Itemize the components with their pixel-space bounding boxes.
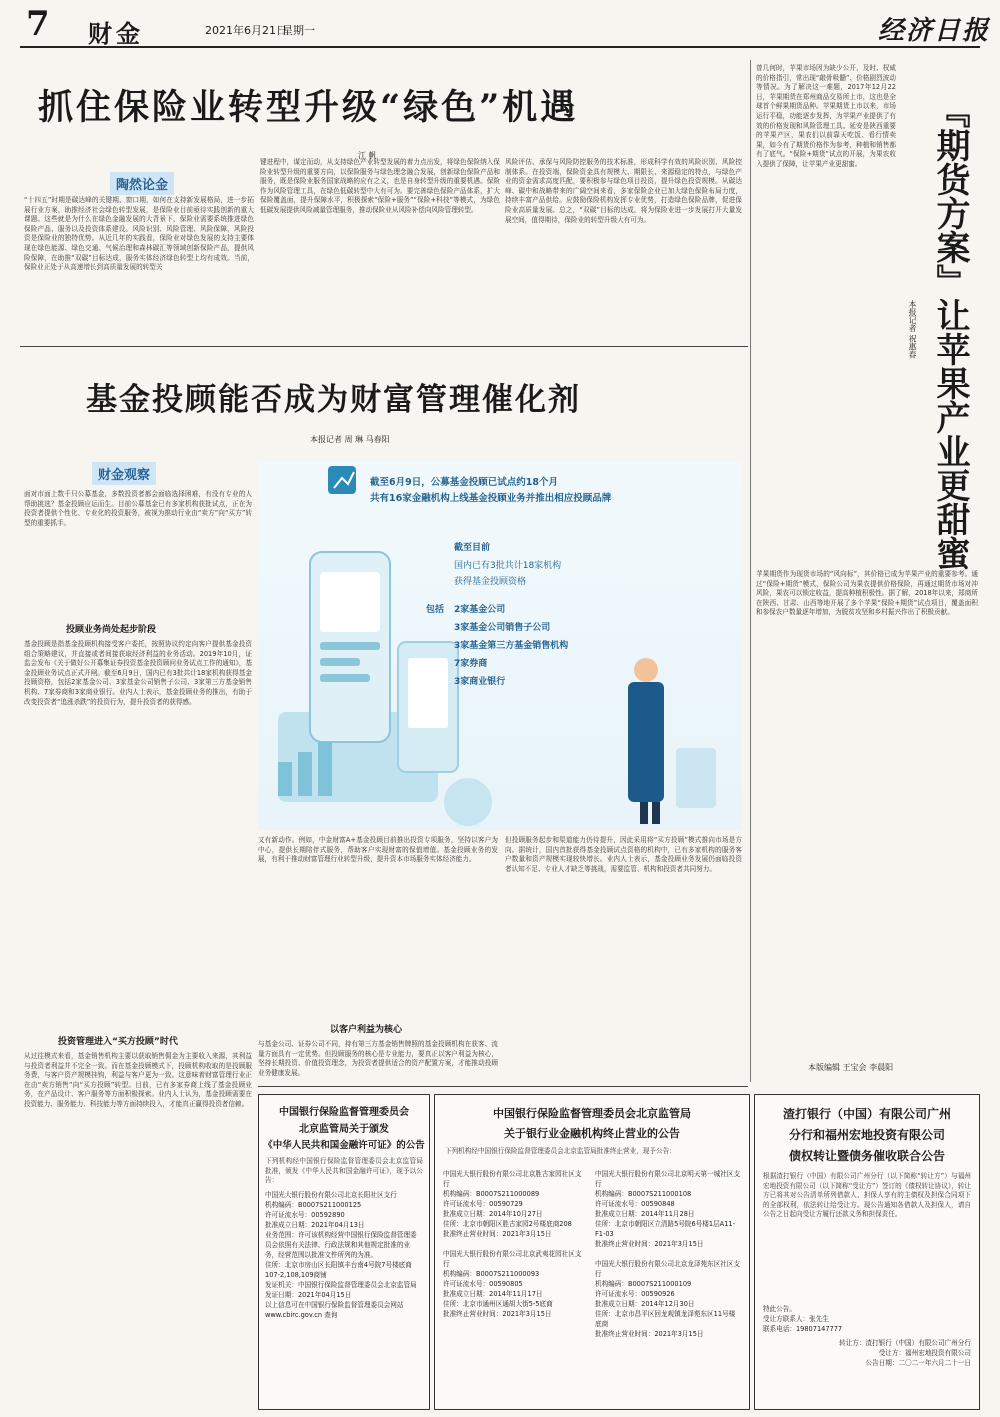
notice-license-row: 以上信息可在中国银行保险监督管理委员会网站 www.cbirc.gov.cn 查询 [265, 1300, 404, 1319]
article2-body2: 从过往模式来看，基金销售机构主要以获取销售佣金为主要收入来源，其利益与投资者利益并不完全一致。而在基金投顾模式下，投顾机构收取的是投顾服务费，与客户资产规模挂钩，利益与客户更为一致。这意味着财富管理行业正在由“卖方销售”向“买方投顾”转型。目前，已有多家券商上线了基金投顾业务，在产品设计、客户服务等方面积极探索。业内人士认为，基金投顾需要在投资能力、服务能力、科技能力等方面持续投入，才能真正赢得投资者信赖。 [24, 1052, 252, 1108]
notice-termination-row: 批准成立日期：2014年11月17日 [443, 1290, 543, 1298]
fund-infographic [258, 462, 742, 830]
notice-license-title3: 《中华人民共和国金融许可证》的公告 [263, 1140, 425, 1151]
notice-termination-row: 批准成立日期：2014年12月30日 [595, 1300, 695, 1308]
notice-debt-closing: 特此公告。 [763, 1305, 796, 1313]
notice-termination-row: 住所：北京市通州区通胡大街5-5底商 [443, 1300, 553, 1308]
infographic-line1: 截至6月9日，公募基金投顾已试点约18个月 [370, 477, 558, 488]
notice-termination-row: 中国光大银行股份有限公司北京明天第一城社区支行 [595, 1170, 741, 1188]
article2-body1: 基金投顾是指基金投顾机构接受客户委托，按照协议约定向客户提供基金投资组合策略建议，并直接或者间接获取经济利益的业务活动。2019年10月，证监会发布《关于做好公开募集证券投资基金投资顾问业务试点工作的通知》，基金投顾业务试点正式开闸。截至6月9日，国内已有3批共计18家机构获得基金投顾资格，包括2家基金公司、3家基金公司销售子公司、3家第三方基金销售机构、7家券商和3家商业银行。业内人士表示，基金投顾业务的推出，有助于改变投资者“追涨杀跌”的投资行为，提升投资者的获得感。 [24, 640, 252, 706]
issue-date: 2021年6月21日 [205, 24, 287, 37]
notice-debt-contact2: 联系电话：19807147777 [763, 1325, 843, 1333]
notice-license [258, 1094, 430, 1410]
page-number: 7 [26, 4, 50, 44]
byline-fund: 本报记者 周 琳 马春阳 [310, 435, 390, 444]
article3-left-rule [750, 60, 751, 1082]
subhead-buy-side: 投资管理进入“买方投顾”时代 [58, 1037, 178, 1047]
notice-termination-intro: 下列机构经中国银行保险监督管理委员会北京监管局批准终止营业，现予公告： [445, 1147, 676, 1155]
infographic-item-1: 2家基金公司 [454, 605, 506, 615]
infographic-item-3: 3家基金第三方基金销售机构 [454, 641, 569, 651]
notice-termination-title2: 关于银行业金融机构终止营业的公告 [504, 1127, 680, 1140]
column-tag-taoran: 陶然论金 [110, 172, 174, 195]
notice-license-row: 业务范围：许可该机构经营中国银行保险监督管理委员会依照有关法律、行政法规和其他规定批准的业务，经营范围以批准文件所列的为准。 [265, 1230, 417, 1259]
article1-col1: “十四五”时期是碳达峰的关键期、窗口期，如何在支持新发展格局，进一步拓展行业方案，助推经济社会绿色转型发展，是保险业目前亟待实践创新的重大课题。这些就是为什么在绿色金融发展的大背景下，保险业需要系统推进绿色保险产品、服务以及投资体系建设。风险识别、风险管理、风险保障，风险投资是保险业的独特优势。从近几年的实践看，保险业对绿色发展的支持主要体现在绿色能源、绿色交通、气候治理和森林碳汇等领域创新保险产品，提供风险保障，在助推“双碳”目标达成，服务实体经济绿色转型上均有成效。当前，保险业正处于从高速增长到高质量发展的转型关 [24, 196, 254, 272]
article3-body2: 苹果期货作为现货市场的“风向标”，其价格已成为苹果产业的重要参考。通过“保险+期货”模式，保险公司为果农提供价格保险，再通过期货市场对冲风险，果农可以锁定收益，提高种植积极性。据了解，2018年以来，郑商所在陕西、甘肃、山西等地开展了多个苹果“保险+期货”试点项目，覆盖面积和参保农户数量逐年增加，为脱贫攻坚和乡村振兴作出了积极贡献。 [756, 570, 978, 617]
notice-license-row: 中国光大银行股份有限公司北京长阳社区支行 [265, 1190, 397, 1199]
infographic-item-2: 3家基金公司销售子公司 [454, 623, 551, 633]
notice-license-row: 机构编码：B0007S211000125 [265, 1200, 362, 1209]
notice-termination-row: 住所：北京市朝阳区立清路5号院6号楼1层A11-F1-03 [595, 1220, 735, 1238]
notice-license-title1: 中国银行保险监督管理委员会 [279, 1107, 409, 1118]
article2-body5: 但投顾服务起步和渠道能力仍待提升，因此采用将“买方投顾”模式推向市场是方向。据统计，国内首批获得基金投顾试点资格的机构中，已有多家机构的服务客户数量和资产规模实现较快增长。业内人士表示，基金投顾业务发展仍面临投资者认知不足、专业人才缺乏等挑战，需要监管、机构和投资者共同努力。 [505, 836, 742, 873]
article1-col3: 风险评估、承保与风险防控服务的技术标准，形成科学有效的风险识别、风险控制体系。在投资端，保险资金具有规模大、期限长、来源稳定的特点，与绿色产业的资金需求高度匹配，要积极参与绿色项目投资，提升绿色投资规模。从碳达峰、碳中和战略带来的广阔空间来看，多家保险企业已加大绿色保险布局力度，持续丰富产品供给。应鼓励保险机构发挥专业优势，打造绿色保险品牌，促进保险业高质量发展。总之，“双碳”目标的达成，将为保险业进一步发展打开大量发展空间，值得期待，保险业的转型升级大有可为。 [505, 158, 742, 224]
notice-termination-row: 住所：北京市朝阳区胜古家园2号楼底商208 [443, 1220, 572, 1228]
notice-debt-date: 公告日期：二〇二一年六月二十一日 [865, 1359, 971, 1367]
notice-termination-right [595, 1169, 741, 1339]
notice-termination-row: 批准终止营业时间：2021年3月15日 [595, 1330, 704, 1338]
notice-termination-row: 批准终止营业时间：2021年3月15日 [443, 1310, 552, 1318]
notice-termination-row: 许可证流水号：00590729 [443, 1200, 523, 1208]
notice-license-row: 许可证流水号：00592890 [265, 1210, 345, 1219]
notice-debt-transfer [754, 1094, 980, 1410]
notice-termination-row: 中国光大银行股份有限公司北京武夷花园社区支行 [443, 1250, 582, 1268]
notice-termination-row: 机构编码：B0007S211000093 [443, 1270, 540, 1278]
infographic-include-label: 包括 [426, 605, 445, 615]
infographic-line4: 国内已有3批共计18家机构 [454, 561, 562, 571]
byline-apple: 本报记者 祝惠春 [908, 300, 917, 359]
author-insurance: 江 帆 [358, 151, 377, 160]
notice-license-row: 发证日期：2021年04月15日 [265, 1290, 352, 1299]
section-name: 财金 [88, 19, 144, 48]
notice-termination-row: 机构编码：B0007S211000108 [595, 1190, 692, 1198]
notice-termination-row: 许可证流水号：00590805 [443, 1280, 523, 1288]
article3-body: 曾几何时，苹果市场因为缺少公开、及时、权威的价格指引，常出现“敲骨吸髓”、价格剧烈波动等情况。为了解决这一难题，2017年12月22日，苹果期货在郑州商品交易所上市，这也是全球首个鲜果期货品种。苹果期货上市以来，市场运行平稳，功能逐步发挥，为苹果产业提供了有效的价格发现和风险管理工具。延安是陕西重要的苹果产区，果农们以前靠天吃饭、看行情卖果，如今有了期货价格作为参考，种植和销售都有了底气。“保险+期货”试点的开展，为果农收入提供了保障，让苹果产业更甜蜜。 [756, 64, 896, 168]
column-tag-caijin: 财金观察 [92, 462, 156, 485]
article1-col2: 键进程中，谋定而动，从支持绿色产业转型发展的着力点出发，将绿色保险纳入保险业转型升级的重要方向，以保险服务与绿色理念融合发展，创新绿色保险产品和服务，既是保险业服务国家战略的应有之义，也是自身转型升级的重要机遇。保险作为风险管理工具，在绿色低碳转型中大有可为。要完善绿色保险产品体系，扩大保险覆盖面，提升保障水平，积极探索“保险+服务”“保险+科技”等模式，为绿色低碳发展提供风险减量管理服务，推动保险业从风险补偿向风险管理转型。 [260, 158, 500, 214]
headline-apple-futures: 『期货方案』让苹果产业更甜蜜 [930, 94, 970, 570]
notice-debt-title3: 债权转让暨债务催收联合公告 [788, 1149, 945, 1163]
notice-debt-title2: 分行和福州宏地投资有限公司 [788, 1128, 945, 1142]
notice-debt-body: 根据渣打银行（中国）有限公司广州分行（以下简称“转让方”）与福州宏地投资有限公司（以下简称“受让方”）签订的《债权转让协议》，转让方已将其对公告清单所列借款人、担保人享有的主债权及担保合同项下的全部权利，依法转让给受让方。现公告通知各借款人及担保人，请自公告之日起向受让方履行还款义务和担保责任。 [763, 1172, 971, 1219]
notice-license-intro: 下列机构经中国银行保险监督管理委员会北京监管局批准，颁发《中华人民共和国金融许可证》，现予以公告： [265, 1157, 423, 1185]
notice-termination-row: 批准终止营业时间：2021年3月15日 [443, 1230, 552, 1238]
infographic-line3: 截至目前 [454, 543, 491, 553]
notice-termination-row: 住所：北京市昌平区回龙观镇龙泽苑东区11号楼底商 [595, 1310, 736, 1328]
notice-debt-title1: 渣打银行（中国）有限公司广州 [782, 1107, 951, 1121]
notice-termination-row: 批准成立日期：2014年11月28日 [595, 1210, 695, 1218]
notice-termination-left [443, 1169, 587, 1319]
masthead-logo: 经济日报 [878, 16, 991, 46]
notice-license-row: 发证机关：中国银行保险监督管理委员会北京监管局 [265, 1280, 417, 1289]
notice-termination-row: 机构编码：B0007S211000109 [595, 1280, 692, 1288]
article1-bottom-rule [20, 346, 748, 347]
headline-fund-advisory: 基金投顾能否成为财富管理催化剂 [86, 382, 581, 418]
infographic-line2: 共有16家金融机构上线基金投顾业务并推出相应投顾品牌 [370, 493, 612, 504]
article2-body4: 与基金公司、证券公司不同，持有第三方基金销售牌照的基金投顾机构在获客、流量方面具有一定优势。但投顾服务的核心是专业能力，要真正以客户利益为核心，坚持长期投资、价值投资理念，为投资者提供适合的资产配置方案，才能推动投顾业务健康发展。 [258, 1040, 498, 1077]
notice-license-row: 住所：北京市房山区长阳镇丰台南4号院7号楼底商107-2,108,109商铺 [265, 1260, 412, 1279]
notice-debt-sig2: 受让方：福州宏地投资有限公司 [878, 1349, 971, 1357]
notice-license-title2: 北京监管局关于颁发 [299, 1124, 389, 1135]
notice-license-rows [265, 1190, 423, 1320]
notice-termination-row: 中国光大银行股份有限公司北京胜古家园社区支行 [443, 1170, 582, 1188]
notice-debt-contact1: 受让方联系人：张先生 [763, 1315, 829, 1323]
notice-termination-row: 批准成立日期：2014年10月27日 [443, 1210, 543, 1218]
notice-termination-row: 批准终止营业时间：2021年3月15日 [595, 1240, 704, 1248]
notice-termination-row: 许可证流水号：00590848 [595, 1200, 675, 1208]
notice-termination-row: 中国光大银行股份有限公司北京龙泽苑东区社区支行 [595, 1260, 741, 1278]
notice-license-row: 批准成立日期：2021年04月13日 [265, 1220, 365, 1229]
notice-termination-row: 机构编码：B0007S211000089 [443, 1190, 540, 1198]
article2-lead: 面对市面上数千只公募基金，多数投资者都会面临选择困难，有没有专业的人帮助挑选？基金投顾应运而生。目前公募基金已有多家机构获批试点，正在为投资者提供个性化、专业化的投资服务，被视为推动行业由“卖方”向“买方”转型的重要抓手。 [24, 490, 252, 527]
notice-termination [434, 1094, 750, 1410]
headline-insurance: 抓住保险业转型升级“绿色”机遇 [38, 87, 579, 128]
subhead-client-interest: 以客户利益为核心 [330, 1025, 403, 1035]
article2-bottom-rule [258, 1086, 748, 1087]
notice-termination-row: 许可证流水号：00590926 [595, 1290, 675, 1298]
infographic-item-5: 3家商业银行 [454, 677, 506, 687]
notice-debt-sig1: 转让方：渣打银行（中国）有限公司广州分行 [839, 1339, 971, 1347]
page-editors: 本版编辑 王宝会 李晨阳 [808, 1063, 894, 1072]
infographic-line5: 获得基金投顾资格 [454, 577, 527, 587]
subhead-startup-stage: 投顾业务尚处起步阶段 [66, 625, 157, 635]
header-rule [20, 46, 980, 48]
infographic-item-4: 7家券商 [454, 659, 488, 669]
issue-weekday: 星期一 [282, 24, 315, 37]
notice-termination-title1: 中国银行保险监督管理委员会北京监管局 [493, 1107, 691, 1120]
article2-body3: 又有新动作。例如，中金财富A+基金投顾目前推出投资专项服务，坚持以客户为中心，提供长期陪伴式服务，帮助客户实现财富的保值增值。基金投顾业务的发展，有利于推动财富管理行业转型升级，提升资本市场服务实体经济能力。 [258, 836, 498, 864]
